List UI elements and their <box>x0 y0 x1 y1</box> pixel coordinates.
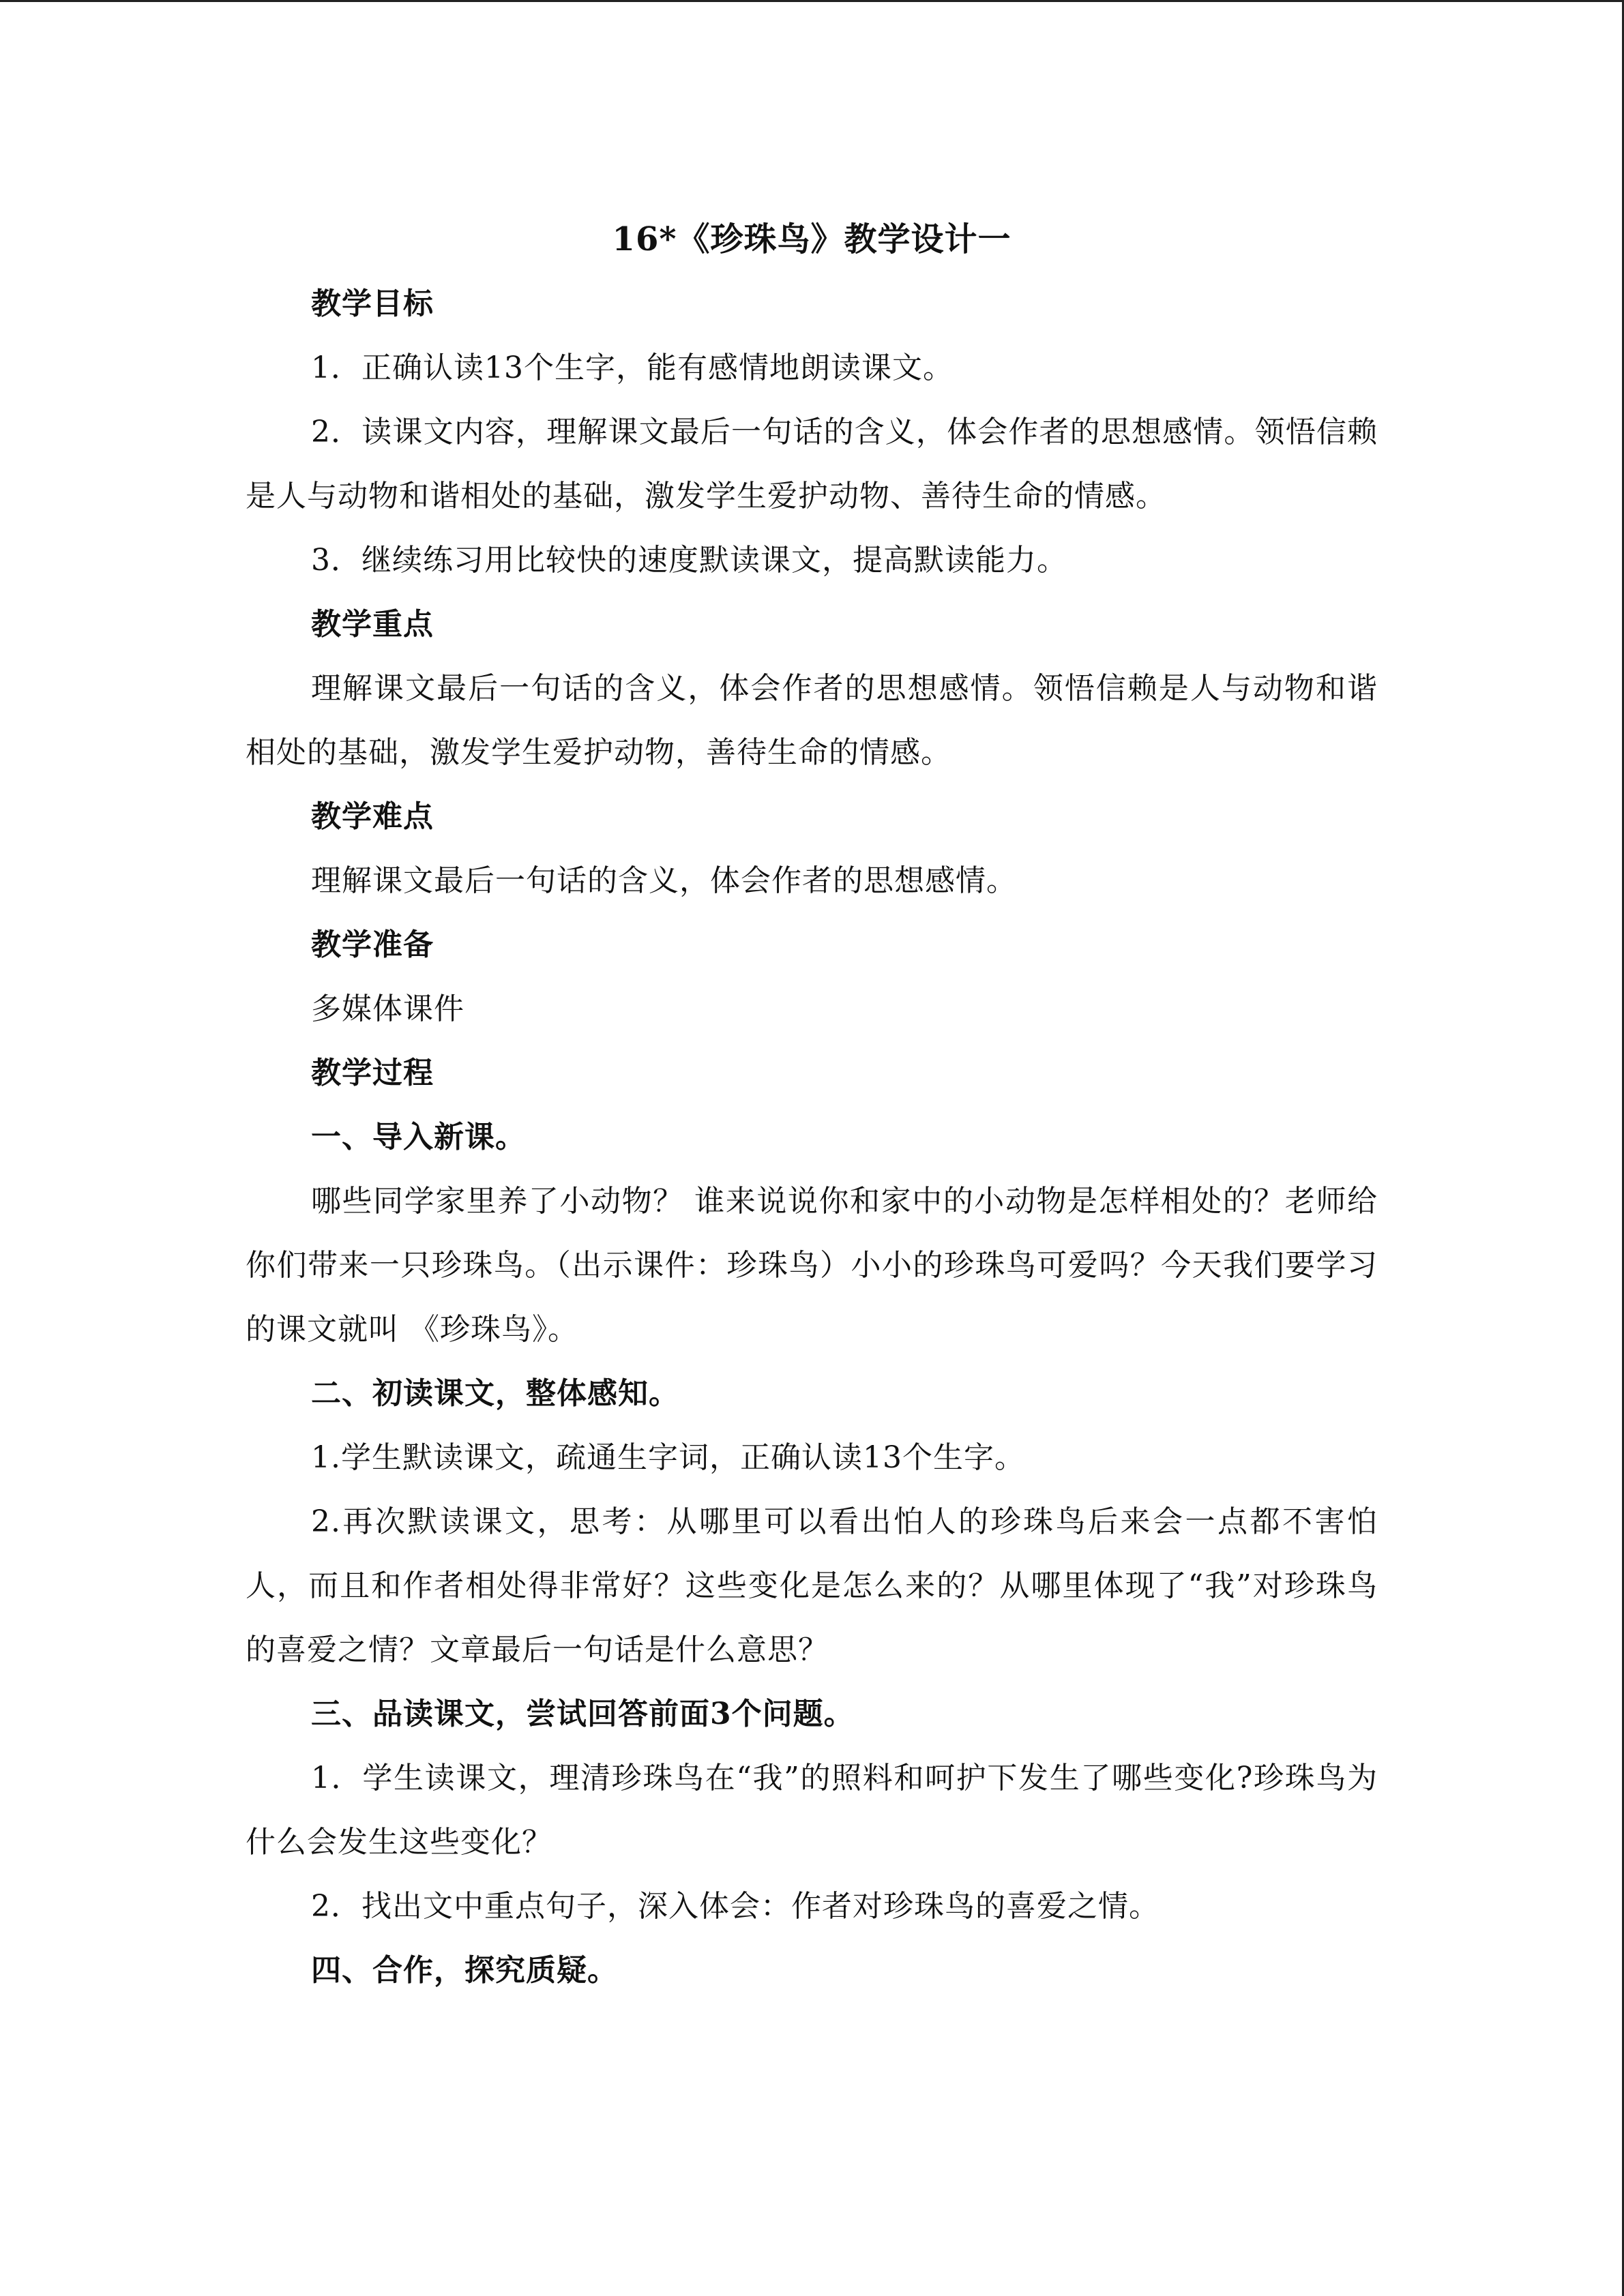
section-heading-process: 教学过程 <box>311 1056 434 1090</box>
document-body <box>246 207 1378 2003</box>
document-title: 16*《珍珠鸟》教学设计一 <box>612 220 1012 258</box>
paragraph: 1.学生默读课文，疏通生字词，正确认读13个生字。 <box>311 1440 1025 1475</box>
paragraph: 2.再次默读课文，思考：从哪里可以看出怕人的珍珠鸟后来会一点都不害怕人，而且和作者相处得非常好？这些变化是怎么来的？从哪里体现了“我”对珍珠鸟的喜爱之情？文章最后一句话是什么意思？ <box>246 1504 1378 1667</box>
paragraph: 理解课文最后一句话的含义，体会作者的思想感情。领悟信赖是人与动物和谐相处的基础，激发学生爱护动物，善待生命的情感。 <box>246 671 1378 770</box>
step-heading-2: 二、初读课文，整体感知。 <box>311 1376 679 1411</box>
paragraph: 2．读课文内容，理解课文最后一句话的含义，体会作者的思想感情。领悟信赖是人与动物和谐相处的基础，激发学生爱护动物、善待生命的情感。 <box>246 415 1378 513</box>
step-heading-1: 一、导入新课。 <box>311 1120 526 1154</box>
paragraph: 哪些同学家里养了小动物？ 谁来说说你和家中的小动物是怎样相处的？老师给你们带来一只珍珠鸟。（出示课件：珍珠鸟）小小的珍珠鸟可爱吗？今天我们要学习的课文就叫 《珍珠鸟》。 <box>246 1184 1378 1347</box>
paragraph: 1．学生读课文，理清珍珠鸟在“我”的照料和呵护下发生了哪些变化?珍珠鸟为什么会发生这些变化？ <box>246 1761 1378 1860</box>
step-heading-4: 四、合作，探究质疑。 <box>311 1953 618 1988</box>
section-heading-key-points: 教学重点 <box>311 607 434 642</box>
paragraph: 理解课文最后一句话的含义，体会作者的思想感情。 <box>311 863 1017 898</box>
step-heading-3: 三、品读课文，尝试回答前面3个问题。 <box>311 1697 855 1731</box>
paragraph: 3．继续练习用比较快的速度默读课文，提高默读能力。 <box>311 543 1067 578</box>
paragraph: 2．找出文中重点句子，深入体会：作者对珍珠鸟的喜爱之情。 <box>311 1889 1160 1924</box>
section-heading-preparation: 教学准备 <box>311 927 434 962</box>
paragraph: 1．正确认读13个生字，能有感情地朗读课文。 <box>311 351 954 385</box>
paragraph: 多媒体课件 <box>311 992 464 1026</box>
section-heading-objectives: 教学目标 <box>311 286 434 321</box>
section-heading-difficulties: 教学难点 <box>311 799 434 834</box>
